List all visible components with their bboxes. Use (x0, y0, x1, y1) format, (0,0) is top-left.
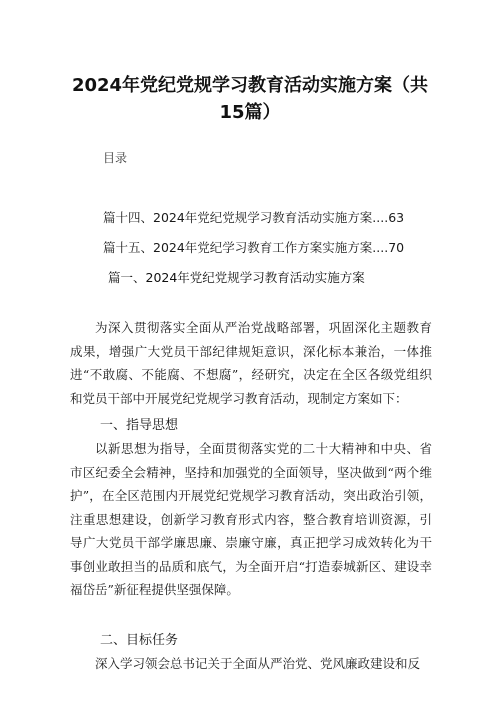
heading-goals-tasks: 二、目标任务 (100, 633, 179, 648)
guiding-ideology-paragraph: 以新思想为指导，全面贯彻落实党的二十大精神和中央、省市区纪委全会精神，坚持和加强党的全面领导，坚决做到“两个维护”，在全区范围内开展党纪党规学习教育活动，突出政治引领，注重思想建设，创新学习教育形式内容，整合教育培训资源，引导广大党员干部学廉思廉、崇廉守廉，真正把学习成效转化为干事创业敢担当的品质和底气，为全面开启“打造泰城新区、建设幸福岱岳”新征程提供坚强保障。 (70, 441, 432, 597)
section-title: 篇一、2024年党纪党规学习教育活动实施方案 (108, 270, 365, 285)
goals-tasks-paragraph: 深入学习领会总书记关于全面从严治党、党风廉政建设和反 (95, 656, 421, 671)
toc-heading: 目录 (103, 151, 128, 165)
document-title: 2024年党纪党规学习教育活动实施方案（共15篇） (71, 75, 429, 123)
toc-entry[interactable]: 篇十五、2024年党纪学习教育工作方案实施方案....70 (103, 240, 405, 255)
intro-paragraph: 为深入贯彻落实全面从严治党战略部署，巩固深化主题教育成果，增强广大党员干部纪律规矩意识，深化标本兼治，一体推进“不敢腐、不能腐、不想腐”，经研究，决定在全区各级党组织和党员干部中开展党纪党规学习教育活动，现制定方案如下： (70, 320, 432, 406)
heading-guiding-ideology: 一、指导思想 (100, 418, 179, 433)
toc-entry[interactable]: 篇十四、2024年党纪党规学习教育活动实施方案....63 (103, 210, 405, 225)
